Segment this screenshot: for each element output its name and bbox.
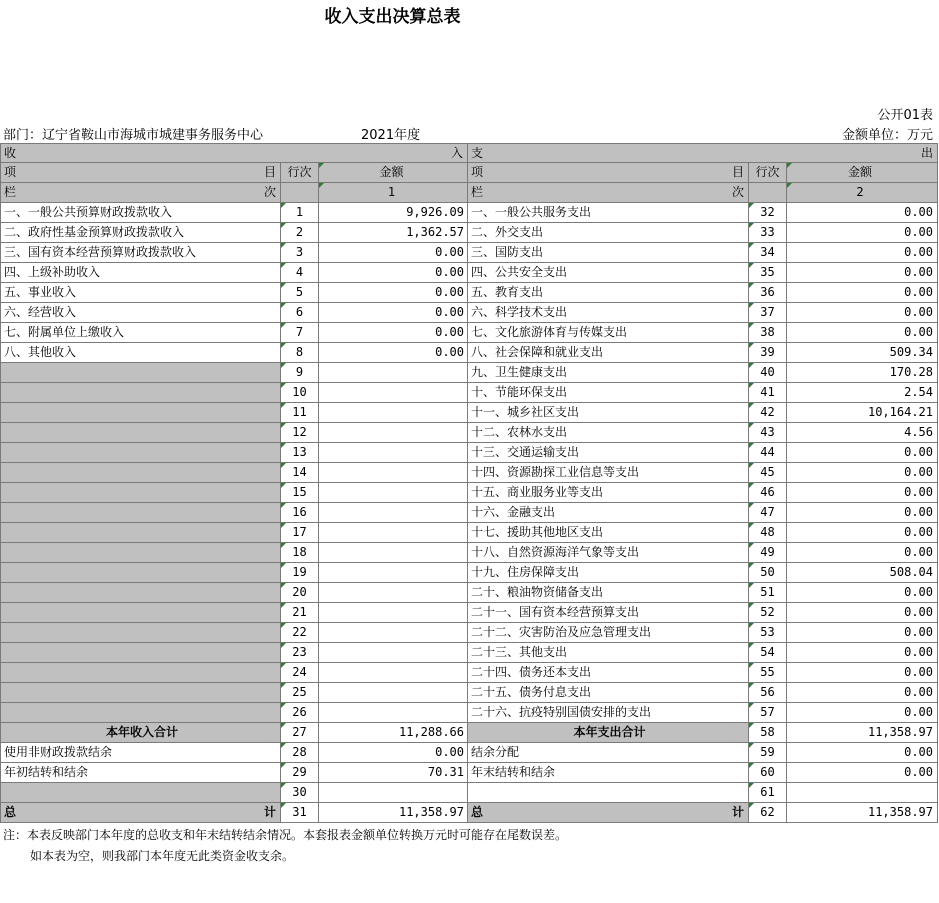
income-row-no[interactable]: 19 bbox=[281, 563, 319, 583]
expense-row-no[interactable]: 46 bbox=[749, 483, 787, 503]
expense-row-no[interactable]: 35 bbox=[749, 263, 787, 283]
table-row bbox=[1, 623, 938, 643]
expense-item-label[interactable]: 三、国防支出 bbox=[468, 243, 749, 263]
expense-item-label[interactable]: 二十二、灾害防治及应急管理支出 bbox=[468, 623, 749, 643]
income-amount[interactable] bbox=[319, 643, 468, 663]
table-row bbox=[1, 703, 938, 723]
income-row-no[interactable]: 13 bbox=[281, 443, 319, 463]
income-amount[interactable] bbox=[319, 363, 468, 383]
expense-item-label[interactable]: 十五、商业服务业等支出 bbox=[468, 483, 749, 503]
income-item-label[interactable] bbox=[1, 423, 281, 443]
expense-item-label[interactable]: 二十四、债务还本支出 bbox=[468, 663, 749, 683]
expense-item-label[interactable]: 年末结转和结余 bbox=[468, 763, 749, 783]
expense-row-no[interactable]: 45 bbox=[749, 463, 787, 483]
income-row-no[interactable]: 26 bbox=[281, 703, 319, 723]
income-item-label[interactable] bbox=[1, 463, 281, 483]
expense-item-label[interactable]: 十、节能环保支出 bbox=[468, 383, 749, 403]
expense-amount[interactable]: 0.00 bbox=[787, 243, 938, 263]
income-row-no[interactable]: 10 bbox=[281, 383, 319, 403]
income-amount[interactable] bbox=[319, 423, 468, 443]
header-row-income-expense bbox=[1, 143, 938, 163]
expense-amount[interactable]: 0.00 bbox=[787, 523, 938, 543]
expense-subtotal-rowno[interactable]: 58 bbox=[749, 723, 787, 743]
table-body bbox=[1, 203, 938, 723]
income-amount[interactable]: 0.00 bbox=[319, 243, 468, 263]
table-row bbox=[1, 523, 938, 543]
expense-amount[interactable]: 170.28 bbox=[787, 363, 938, 383]
income-item-label[interactable] bbox=[1, 643, 281, 663]
expense-row-no[interactable]: 40 bbox=[749, 363, 787, 383]
table-row bbox=[1, 203, 938, 223]
table-row bbox=[1, 243, 938, 263]
table-row bbox=[1, 383, 938, 403]
income-item-label[interactable]: 六、经营收入 bbox=[1, 303, 281, 323]
income-row-no[interactable]: 7 bbox=[281, 323, 319, 343]
table-row bbox=[1, 323, 938, 343]
expense-total-rowno[interactable]: 62 bbox=[749, 803, 787, 823]
table-row bbox=[1, 743, 938, 763]
income-item-label[interactable]: 七、附属单位上缴收入 bbox=[1, 323, 281, 343]
item-header-expense[interactable]: 项 目 bbox=[468, 163, 749, 183]
income-row-no[interactable]: 17 bbox=[281, 523, 319, 543]
expense-amount[interactable]: 4.56 bbox=[787, 423, 938, 443]
expense-row-no[interactable]: 52 bbox=[749, 603, 787, 623]
expense-row-no[interactable]: 56 bbox=[749, 683, 787, 703]
fiscal-year: 2021年度 bbox=[361, 128, 421, 143]
income-item-label[interactable] bbox=[1, 483, 281, 503]
income-amount[interactable] bbox=[319, 463, 468, 483]
expense-amount[interactable]: 0.00 bbox=[787, 663, 938, 683]
expense-row-no[interactable]: 42 bbox=[749, 403, 787, 423]
table-row bbox=[1, 263, 938, 283]
expense-amount[interactable]: 0.00 bbox=[787, 623, 938, 643]
expense-item-label[interactable]: 二十五、债务付息支出 bbox=[468, 683, 749, 703]
income-item-label[interactable]: 年初结转和结余 bbox=[1, 763, 281, 783]
expense-item-label[interactable]: 十一、城乡社区支出 bbox=[468, 403, 749, 423]
horizontal-scrollbar[interactable] bbox=[0, 886, 939, 903]
income-row-no[interactable]: 24 bbox=[281, 663, 319, 683]
table-row bbox=[1, 483, 938, 503]
expense-amount[interactable]: 0.00 bbox=[787, 223, 938, 243]
table-row bbox=[1, 363, 938, 383]
income-item-label[interactable]: 五、事业收入 bbox=[1, 283, 281, 303]
expense-total-amount[interactable]: 11,358.97 bbox=[787, 803, 938, 823]
col-index-rowno-income[interactable] bbox=[281, 183, 319, 203]
expense-amount[interactable]: 508.04 bbox=[787, 563, 938, 583]
expense-row-no[interactable]: 34 bbox=[749, 243, 787, 263]
table-row bbox=[1, 403, 938, 423]
table-row bbox=[1, 643, 938, 663]
expense-item-label[interactable]: 十九、住房保障支出 bbox=[468, 563, 749, 583]
expense-row-no[interactable]: 39 bbox=[749, 343, 787, 363]
income-item-label[interactable] bbox=[1, 503, 281, 523]
income-row-no[interactable]: 29 bbox=[281, 763, 319, 783]
expense-item-label[interactable]: 一、一般公共服务支出 bbox=[468, 203, 749, 223]
expense-amount[interactable]: 0.00 bbox=[787, 583, 938, 603]
income-subtotal-label[interactable]: 本年收入合计 bbox=[1, 723, 281, 743]
income-amount[interactable] bbox=[319, 783, 468, 803]
expense-row-no[interactable]: 51 bbox=[749, 583, 787, 603]
col-index-label-expense[interactable]: 栏 次 bbox=[468, 183, 749, 203]
header-row-columns bbox=[1, 163, 938, 183]
table-row bbox=[1, 503, 938, 523]
expense-item-label[interactable]: 二、外交支出 bbox=[468, 223, 749, 243]
income-row-no[interactable]: 11 bbox=[281, 403, 319, 423]
income-item-label[interactable] bbox=[1, 623, 281, 643]
expense-item-label[interactable]: 十七、援助其他地区支出 bbox=[468, 523, 749, 543]
income-item-label[interactable] bbox=[1, 783, 281, 803]
table-row bbox=[1, 423, 938, 443]
income-amount[interactable]: 9,926.09 bbox=[319, 203, 468, 223]
expense-amount[interactable]: 10,164.21 bbox=[787, 403, 938, 423]
expense-amount[interactable]: 0.00 bbox=[787, 543, 938, 563]
income-total-rowno[interactable]: 31 bbox=[281, 803, 319, 823]
income-row-no[interactable]: 20 bbox=[281, 583, 319, 603]
table-row bbox=[1, 683, 938, 703]
expense-item-label[interactable]: 十八、自然资源海洋气象等支出 bbox=[468, 543, 749, 563]
expense-row-no[interactable]: 41 bbox=[749, 383, 787, 403]
income-row-no[interactable]: 16 bbox=[281, 503, 319, 523]
income-item-label[interactable]: 八、其他收入 bbox=[1, 343, 281, 363]
footnote-empty: 如本表为空，则我部门本年度无此类资金收支余。 bbox=[30, 849, 295, 863]
expense-amount[interactable]: 2.54 bbox=[787, 383, 938, 403]
report-title: 收入支出决算总表 bbox=[324, 7, 461, 27]
table-row bbox=[1, 763, 938, 783]
expense-amount[interactable] bbox=[787, 783, 938, 803]
expense-item-label[interactable]: 六、科学技术支出 bbox=[468, 303, 749, 323]
income-amount[interactable] bbox=[319, 403, 468, 423]
table-row bbox=[1, 783, 938, 803]
subtotal-row bbox=[1, 723, 938, 743]
table-extra-rows bbox=[1, 743, 938, 803]
income-amount[interactable] bbox=[319, 603, 468, 623]
expense-row-no[interactable]: 57 bbox=[749, 703, 787, 723]
footnote: 注：本表反映部门本年度的总收支和年末结转结余情况。本套报表金额单位转换万元时可能存在尾数误差。 bbox=[3, 828, 568, 842]
income-row-no[interactable]: 14 bbox=[281, 463, 319, 483]
income-row-no[interactable]: 9 bbox=[281, 363, 319, 383]
income-item-label[interactable] bbox=[1, 603, 281, 623]
expense-subtotal-label[interactable]: 本年支出合计 bbox=[468, 723, 749, 743]
income-total-label[interactable]: 总 计 bbox=[1, 803, 281, 823]
expense-header[interactable]: 支 出 bbox=[468, 143, 938, 163]
expense-row-no[interactable]: 48 bbox=[749, 523, 787, 543]
expense-item-label[interactable]: 结余分配 bbox=[468, 743, 749, 763]
income-item-label[interactable] bbox=[1, 663, 281, 683]
income-row-no[interactable]: 12 bbox=[281, 423, 319, 443]
income-amount[interactable]: 70.31 bbox=[319, 763, 468, 783]
income-row-no[interactable]: 25 bbox=[281, 683, 319, 703]
col-index-1[interactable]: 1 bbox=[319, 183, 468, 203]
header-row-col-index bbox=[1, 183, 938, 203]
expense-row-no[interactable]: 50 bbox=[749, 563, 787, 583]
expense-subtotal-amount[interactable]: 11,358.97 bbox=[787, 723, 938, 743]
expense-item-label[interactable]: 二十六、抗疫特别国债安排的支出 bbox=[468, 703, 749, 723]
expense-amount[interactable]: 0.00 bbox=[787, 303, 938, 323]
expense-row-no[interactable]: 59 bbox=[749, 743, 787, 763]
income-amount[interactable] bbox=[319, 663, 468, 683]
expense-row-no[interactable]: 43 bbox=[749, 423, 787, 443]
income-amount[interactable]: 0.00 bbox=[319, 303, 468, 323]
income-item-label[interactable] bbox=[1, 583, 281, 603]
table-row bbox=[1, 343, 938, 363]
income-amount[interactable] bbox=[319, 443, 468, 463]
income-amount[interactable] bbox=[319, 623, 468, 643]
income-amount[interactable]: 0.00 bbox=[319, 343, 468, 363]
income-amount[interactable] bbox=[319, 563, 468, 583]
table-row bbox=[1, 563, 938, 583]
expense-item-label[interactable]: 七、文化旅游体育与传媒支出 bbox=[468, 323, 749, 343]
form-number: 公开01表 bbox=[877, 108, 933, 123]
expense-amount[interactable]: 0.00 bbox=[787, 283, 938, 303]
expense-amount[interactable]: 0.00 bbox=[787, 743, 938, 763]
expense-row-no[interactable]: 53 bbox=[749, 623, 787, 643]
income-row-no[interactable]: 2 bbox=[281, 223, 319, 243]
expense-amount[interactable]: 0.00 bbox=[787, 443, 938, 463]
expense-row-no[interactable]: 55 bbox=[749, 663, 787, 683]
income-amount[interactable] bbox=[319, 703, 468, 723]
col-index-rowno-expense[interactable] bbox=[749, 183, 787, 203]
income-header[interactable]: 收 入 bbox=[1, 143, 468, 163]
income-amount[interactable] bbox=[319, 383, 468, 403]
expense-item-label[interactable]: 十四、资源勘探工业信息等支出 bbox=[468, 463, 749, 483]
income-row-no[interactable]: 23 bbox=[281, 643, 319, 663]
income-row-no[interactable]: 4 bbox=[281, 263, 319, 283]
expense-row-no[interactable]: 32 bbox=[749, 203, 787, 223]
expense-item-label[interactable]: 十二、农林水支出 bbox=[468, 423, 749, 443]
expense-item-label[interactable]: 八、社会保障和就业支出 bbox=[468, 343, 749, 363]
amount-header-income[interactable]: 金额 bbox=[319, 163, 468, 183]
income-item-label[interactable] bbox=[1, 443, 281, 463]
expense-row-no[interactable]: 61 bbox=[749, 783, 787, 803]
expense-amount[interactable]: 0.00 bbox=[787, 203, 938, 223]
row-no-header-income[interactable]: 行次 bbox=[281, 163, 319, 183]
department-label: 部门：辽宁省鞍山市海城市城建事务服务中心 bbox=[3, 128, 264, 143]
expense-amount[interactable]: 0.00 bbox=[787, 503, 938, 523]
table-row bbox=[1, 603, 938, 623]
income-row-no[interactable]: 6 bbox=[281, 303, 319, 323]
table-row bbox=[1, 583, 938, 603]
col-index-2[interactable]: 2 bbox=[787, 183, 938, 203]
expense-amount[interactable]: 0.00 bbox=[787, 463, 938, 483]
income-row-no[interactable]: 1 bbox=[281, 203, 319, 223]
expense-row-no[interactable]: 47 bbox=[749, 503, 787, 523]
total-row bbox=[1, 803, 938, 823]
income-item-label[interactable]: 四、上级补助收入 bbox=[1, 263, 281, 283]
expense-item-label[interactable]: 二十、粮油物资储备支出 bbox=[468, 583, 749, 603]
income-amount[interactable]: 0.00 bbox=[319, 283, 468, 303]
expense-row-no[interactable]: 44 bbox=[749, 443, 787, 463]
expense-item-label[interactable]: 十三、交通运输支出 bbox=[468, 443, 749, 463]
income-subtotal-rowno[interactable]: 27 bbox=[281, 723, 319, 743]
income-item-label[interactable]: 三、国有资本经营预算财政拨款收入 bbox=[1, 243, 281, 263]
income-amount[interactable] bbox=[319, 503, 468, 523]
income-amount[interactable]: 0.00 bbox=[319, 743, 468, 763]
income-amount[interactable] bbox=[319, 583, 468, 603]
expense-total-label[interactable]: 总 计 bbox=[468, 803, 749, 823]
expense-item-label[interactable]: 四、公共安全支出 bbox=[468, 263, 749, 283]
income-row-no[interactable]: 15 bbox=[281, 483, 319, 503]
income-item-label[interactable] bbox=[1, 703, 281, 723]
table-row bbox=[1, 463, 938, 483]
income-row-no[interactable]: 8 bbox=[281, 343, 319, 363]
expense-item-label[interactable]: 二十一、国有资本经营预算支出 bbox=[468, 603, 749, 623]
income-amount[interactable]: 1,362.57 bbox=[319, 223, 468, 243]
income-item-label[interactable]: 使用非财政拨款结余 bbox=[1, 743, 281, 763]
expense-item-label[interactable]: 二十三、其他支出 bbox=[468, 643, 749, 663]
amount-unit: 金额单位：万元 bbox=[841, 128, 933, 143]
expense-row-no[interactable]: 37 bbox=[749, 303, 787, 323]
income-amount[interactable] bbox=[319, 543, 468, 563]
expense-row-no[interactable]: 49 bbox=[749, 543, 787, 563]
income-item-label[interactable] bbox=[1, 683, 281, 703]
income-amount[interactable] bbox=[319, 483, 468, 503]
expense-item-label[interactable]: 五、教育支出 bbox=[468, 283, 749, 303]
income-row-no[interactable]: 28 bbox=[281, 743, 319, 763]
income-amount[interactable]: 0.00 bbox=[319, 323, 468, 343]
income-subtotal-amount[interactable]: 11,288.66 bbox=[319, 723, 468, 743]
income-item-label[interactable]: 一、一般公共预算财政拨款收入 bbox=[1, 203, 281, 223]
amount-header-expense[interactable]: 金额 bbox=[787, 163, 938, 183]
income-row-no[interactable]: 3 bbox=[281, 243, 319, 263]
expense-amount[interactable]: 0.00 bbox=[787, 603, 938, 623]
table-row bbox=[1, 543, 938, 563]
table-row bbox=[1, 443, 938, 463]
income-row-no[interactable]: 21 bbox=[281, 603, 319, 623]
income-total-amount[interactable]: 11,358.97 bbox=[319, 803, 468, 823]
expense-amount[interactable]: 0.00 bbox=[787, 703, 938, 723]
income-item-label[interactable] bbox=[1, 563, 281, 583]
expense-row-no[interactable]: 54 bbox=[749, 643, 787, 663]
expense-amount[interactable]: 0.00 bbox=[787, 323, 938, 343]
expense-amount[interactable]: 0.00 bbox=[787, 483, 938, 503]
expense-amount[interactable]: 0.00 bbox=[787, 263, 938, 283]
expense-row-no[interactable]: 60 bbox=[749, 763, 787, 783]
col-index-label-income[interactable]: 栏 次 bbox=[1, 183, 281, 203]
expense-row-no[interactable]: 36 bbox=[749, 283, 787, 303]
income-item-label[interactable]: 二、政府性基金预算财政拨款收入 bbox=[1, 223, 281, 243]
income-item-label[interactable] bbox=[1, 403, 281, 423]
expense-item-label[interactable]: 九、卫生健康支出 bbox=[468, 363, 749, 383]
expense-amount[interactable]: 0.00 bbox=[787, 683, 938, 703]
expense-row-no[interactable]: 33 bbox=[749, 223, 787, 243]
table-row bbox=[1, 223, 938, 243]
summary-table bbox=[0, 143, 938, 823]
income-row-no[interactable]: 30 bbox=[281, 783, 319, 803]
table-row bbox=[1, 283, 938, 303]
income-row-no[interactable]: 5 bbox=[281, 283, 319, 303]
income-item-label[interactable] bbox=[1, 543, 281, 563]
table-row bbox=[1, 303, 938, 323]
income-item-label[interactable] bbox=[1, 523, 281, 543]
income-amount[interactable] bbox=[319, 683, 468, 703]
expense-row-no[interactable]: 38 bbox=[749, 323, 787, 343]
income-amount[interactable] bbox=[319, 523, 468, 543]
expense-amount[interactable]: 0.00 bbox=[787, 643, 938, 663]
expense-amount[interactable]: 0.00 bbox=[787, 763, 938, 783]
income-amount[interactable]: 0.00 bbox=[319, 263, 468, 283]
expense-item-label[interactable]: 十六、金融支出 bbox=[468, 503, 749, 523]
table-row bbox=[1, 663, 938, 683]
expense-item-label[interactable] bbox=[468, 783, 749, 803]
income-row-no[interactable]: 22 bbox=[281, 623, 319, 643]
item-header-income[interactable]: 项 目 bbox=[1, 163, 281, 183]
income-row-no[interactable]: 18 bbox=[281, 543, 319, 563]
income-item-label[interactable] bbox=[1, 383, 281, 403]
income-item-label[interactable] bbox=[1, 363, 281, 383]
row-no-header-expense[interactable]: 行次 bbox=[749, 163, 787, 183]
expense-amount[interactable]: 509.34 bbox=[787, 343, 938, 363]
